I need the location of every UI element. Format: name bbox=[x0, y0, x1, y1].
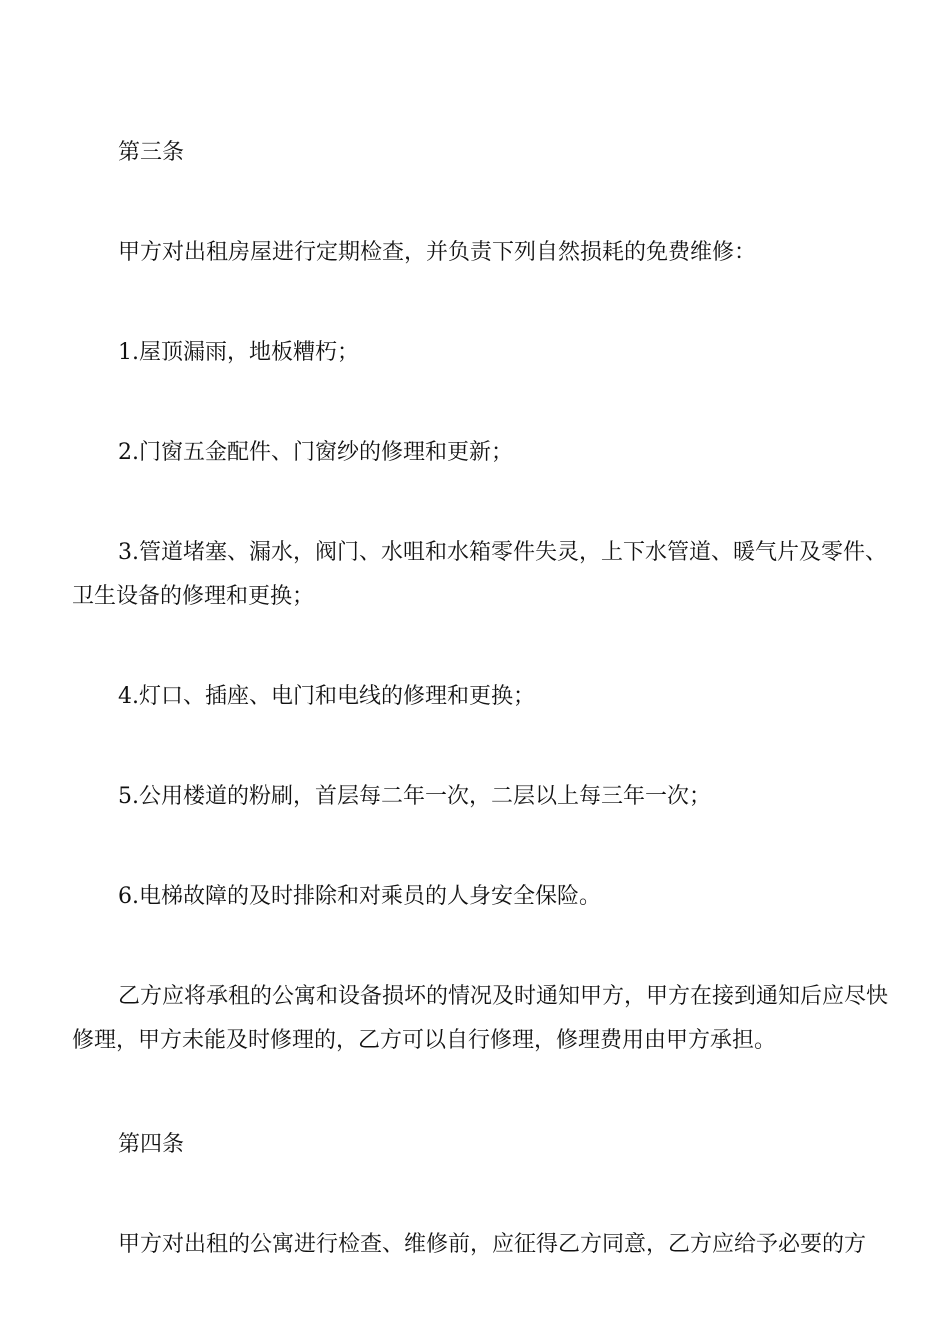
list-item-2: 2.门窗五金配件、门窗纱的修理和更新； bbox=[118, 440, 513, 465]
paragraph-inspection-consent: 甲方对出租的公寓进行检查、维修前，应征得乙方同意，乙方应给予必要的方 bbox=[118, 1232, 867, 1257]
list-item-6: 6.电梯故障的及时排除和对乘员的人身安全保险。 bbox=[118, 884, 601, 909]
list-item-5: 5.公用楼道的粉刷，首层每二年一次，二层以上每三年一次； bbox=[118, 784, 711, 809]
article-heading-3: 第三条 bbox=[118, 140, 185, 165]
paragraph-landlord-inspection: 甲方对出租房屋进行定期检查，并负责下列自然损耗的免费维修： bbox=[118, 240, 757, 265]
article-heading-4: 第四条 bbox=[118, 1132, 185, 1157]
paragraph-tenant-notice: 乙方应将承租的公寓和设备损坏的情况及时通知甲方，甲方在接到通知后应尽快修理，甲方未能及时修理的，乙方可以自行修理，修理费用由甲方承担。 bbox=[72, 984, 889, 1053]
list-item-4: 4.灯口、插座、电门和电线的修理和更换； bbox=[118, 684, 535, 709]
list-item-1: 1.屋顶漏雨，地板糟朽； bbox=[118, 340, 359, 365]
list-item-3: 3.管道堵塞、漏水，阀门、水咀和水箱零件失灵，上下水管道、暖气片及零件、卫生设备的修理和更换； bbox=[72, 540, 887, 609]
